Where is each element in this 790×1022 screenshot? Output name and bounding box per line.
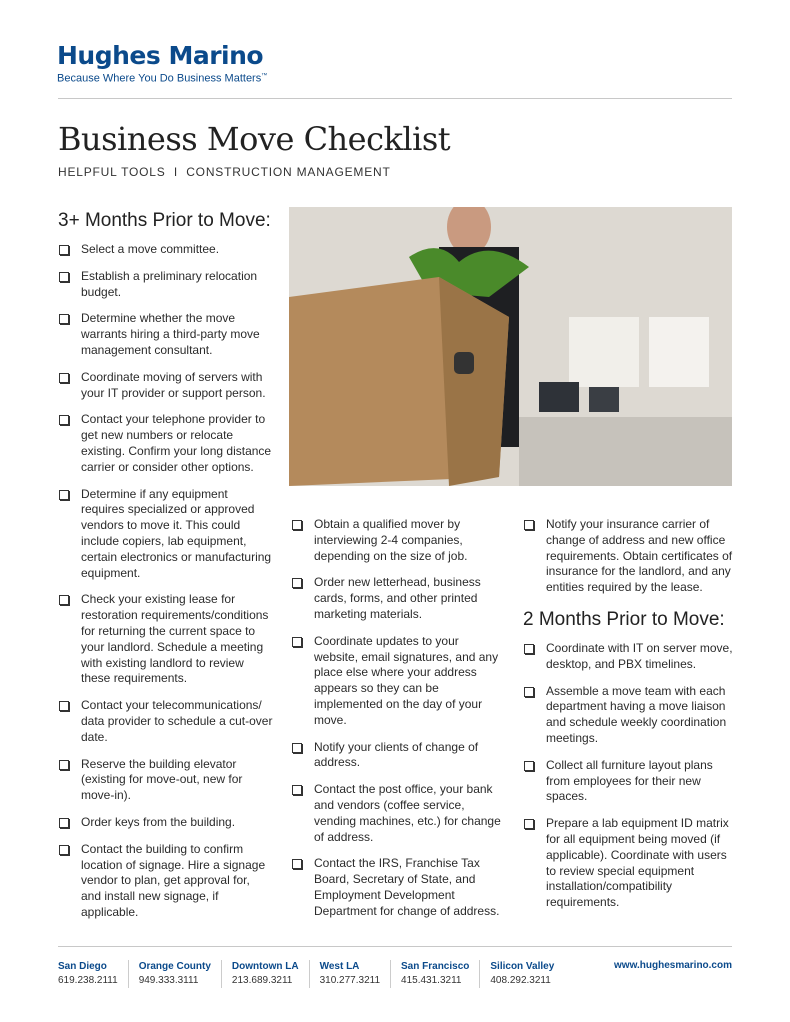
checkbox-icon[interactable] [292, 859, 302, 869]
checklist-item [523, 517, 735, 596]
checklist-item-text: Coordinate updates to your website, email signatures, and any place else where your address appears so they can be implemented on the day of your move. [314, 633, 499, 727]
footer [58, 960, 732, 988]
checkbox-icon[interactable] [59, 595, 69, 605]
checklist-item [58, 370, 273, 402]
checkbox-icon[interactable] [59, 373, 69, 383]
footer-divider [58, 946, 732, 947]
checklist-item-text: Order keys from the building. [81, 814, 236, 829]
office-contact [390, 960, 479, 988]
checkbox-icon[interactable] [59, 760, 69, 770]
office-city: San Diego [58, 961, 107, 972]
column-2 [291, 517, 501, 931]
office-city: San Francisco [401, 961, 470, 972]
office-phone: 949.333.3111 [138, 975, 199, 986]
checkbox-icon[interactable] [59, 272, 69, 282]
office-phone: 619.238.2111 [58, 975, 118, 986]
checkbox-icon[interactable] [292, 743, 302, 753]
office-contact [309, 960, 390, 988]
checkbox-icon[interactable] [59, 415, 69, 425]
checklist-item-text: Contact the post office, your bank and vendors (coffee service, vending machines, etc.) for change of address. [314, 782, 501, 844]
checkbox-icon[interactable] [524, 761, 534, 771]
office-contact [58, 960, 128, 988]
logo-name: Hughes Marino [57, 41, 264, 70]
checkbox-icon[interactable] [292, 637, 302, 647]
checklist-item-text: Notify your clients of change of address. [314, 739, 479, 770]
checklist-item-text: Contact the IRS, Franchise Tax Board, Secretary of State, and Employment Development Department for change of address. [314, 856, 500, 918]
section-heading-3-months: 3+ Months Prior to Move: [58, 210, 271, 231]
checklist-item [58, 842, 273, 921]
office-phone: 415.431.3211 [401, 975, 462, 986]
checklist-item-text: Collect all furniture layout plans from employees for their new spaces. [546, 757, 713, 804]
logo-tagline: Because Where You Do Business Matters™ [57, 72, 268, 85]
checklist-item [523, 816, 735, 911]
checkbox-icon[interactable] [59, 314, 69, 324]
checklist-item [58, 311, 273, 358]
office-city: West LA [319, 961, 360, 972]
header-divider [58, 98, 732, 99]
checklist-item [291, 517, 501, 564]
checklist-item [58, 592, 273, 687]
office-phone: 213.689.3211 [231, 975, 293, 986]
checklist-item [58, 242, 273, 258]
checkbox-icon[interactable] [59, 818, 69, 828]
checkbox-icon[interactable] [292, 785, 302, 795]
page-title: Business Move Checklist [58, 120, 451, 158]
checklist-item-text: Contact your telephone provider to get new numbers or relocate existing. Confirm your long distance carrier or consider other options. [81, 412, 272, 474]
checklist-item-text: Assemble a move team with each department having a move liaison and schedule weekly coordination meetings. [546, 683, 727, 745]
checklist-item [291, 740, 501, 772]
checklist-item-text: Contact your telecommunications/ data provider to schedule a cut-over date. [81, 698, 273, 744]
office-move-photo [289, 207, 732, 486]
checklist-item [58, 412, 273, 475]
office-phone: 408.292.3211 [490, 975, 551, 986]
checkbox-icon[interactable] [292, 578, 302, 588]
checkbox-icon[interactable] [524, 819, 534, 829]
checklist-item-text: Obtain a qualified mover by interviewing 2-4 companies, depending on the size of job. [314, 517, 468, 563]
checklist-item [58, 757, 273, 804]
checklist-item-text: Prepare a lab equipment ID matrix for all equipment being moved (if applicable). Coordinate with users to review special equipment installation/compatibility requirements. [546, 816, 729, 910]
office-city: Silicon Valley [490, 961, 555, 972]
website-link[interactable]: www.hughesmarino.com [614, 960, 732, 971]
checklist-item-text: Coordinate with IT on server move, desktop, and PBX timelines. [546, 640, 733, 671]
checklist-item [58, 269, 273, 301]
checklist-item-text: Contact the building to confirm location of signage. Hire a signage vendor to plan, get approval for, and install new signage, if applicable. [81, 841, 266, 919]
checklist-item [58, 487, 273, 582]
checklist-item-text: Select a move committee. [81, 242, 220, 256]
checklist-item [291, 575, 501, 622]
checkbox-icon[interactable] [524, 644, 534, 654]
office-phone: 310.277.3211 [319, 975, 381, 986]
office-city: Downtown LA [231, 961, 299, 972]
checklist-item-text: Notify your insurance carrier of change of address and new office requirements. Obtain certificates of insurance for the landlord, and any entities required by the lease. [546, 517, 733, 595]
checkbox-icon[interactable] [524, 520, 534, 530]
checkbox-icon[interactable] [292, 520, 302, 530]
office-contact [221, 960, 309, 988]
checklist-item-text: Check your existing lease for restoration requirements/conditions for returning the current space to your landlord. Schedule a meeting with existing landlord to review these requirements. [81, 592, 269, 686]
checkbox-icon[interactable] [59, 845, 69, 855]
column-1 [58, 209, 273, 932]
office-contact [128, 960, 221, 988]
checkbox-icon[interactable] [59, 490, 69, 500]
checklist-item [58, 698, 273, 745]
checklist-item-text: Reserve the building elevator (existing for move-out, new for move-in). [81, 756, 243, 803]
checklist-item-text: Coordinate moving of servers with your IT provider or support person. [81, 369, 266, 400]
checklist-item [523, 684, 735, 747]
checklist-item [523, 758, 735, 805]
office-contact [479, 960, 564, 988]
checklist-item-text: Order new letterhead, business cards, forms, and other printed marketing materials. [314, 575, 481, 621]
office-city: Orange County [138, 961, 211, 972]
checkbox-icon[interactable] [524, 687, 534, 697]
checklist-item [58, 815, 273, 831]
checklist-item [291, 782, 501, 845]
checklist-item-text: Determine whether the move warrants hiring a third-party move management consultant. [81, 311, 260, 357]
checklist-item [523, 641, 735, 673]
checklist-item [291, 634, 501, 729]
checklist-item [291, 856, 501, 919]
column-3 [523, 517, 735, 922]
checkbox-icon[interactable] [59, 701, 69, 711]
checklist-item-text: Establish a preliminary relocation budget. [81, 268, 258, 299]
page-subtitle: HELPFUL TOOLS I CONSTRUCTION MANAGEMENT [58, 165, 391, 179]
company-logo [57, 42, 267, 86]
section-heading-2-months: 2 Months Prior to Move: [523, 608, 725, 630]
checkbox-icon[interactable] [59, 245, 69, 255]
checklist-item-text: Determine if any equipment requires specialized or approved vendors to move it. This could include copiers, lab equipment, certain electronics or manufacturing equipment. [81, 486, 272, 580]
